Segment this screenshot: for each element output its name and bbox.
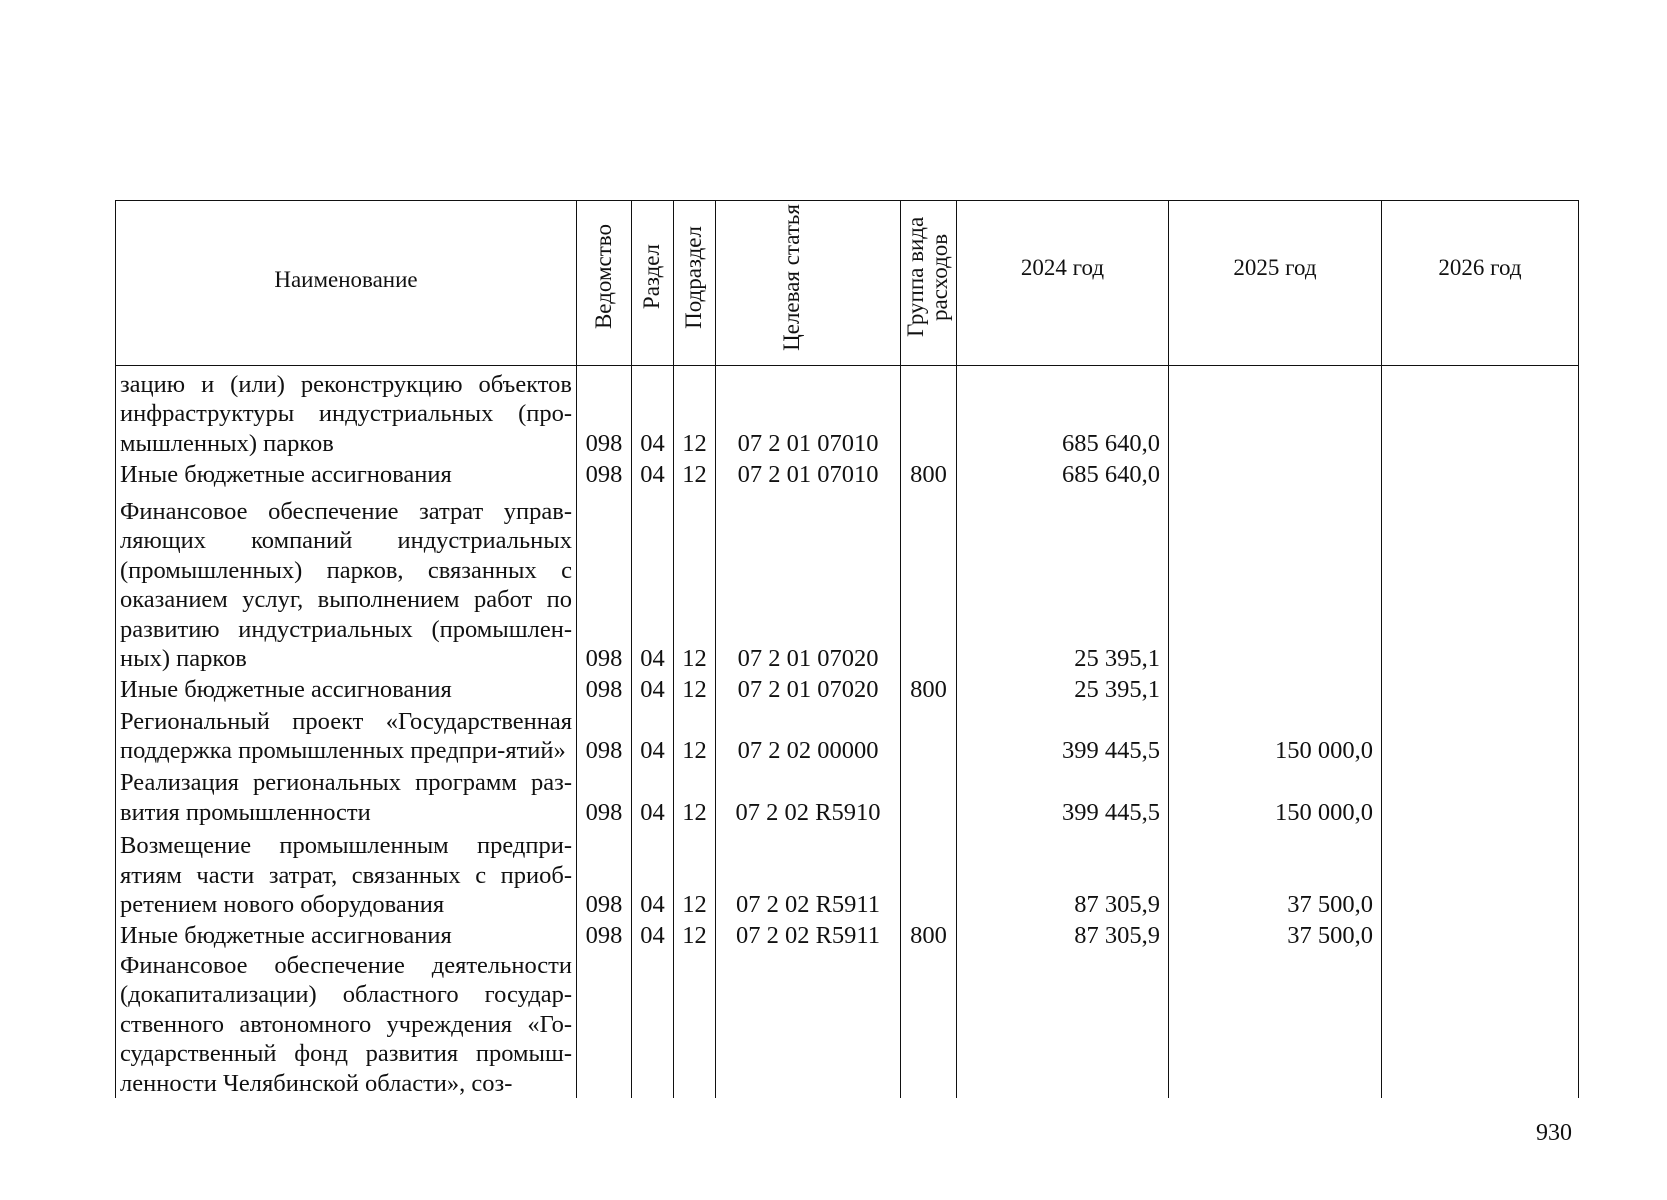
row-vedomstvo: 098: [577, 920, 632, 951]
header-row: [116, 201, 1579, 366]
row-tselevaya: 07 2 02 00000: [716, 704, 901, 766]
header-podrazdel: [674, 201, 716, 366]
row-vedomstvo: 098: [577, 766, 632, 828]
row-gruppa: 800: [901, 674, 957, 705]
row-2025: 37 500,0: [1169, 827, 1382, 919]
row-vedomstvo: 098: [577, 458, 632, 489]
row-gruppa: 800: [901, 458, 957, 489]
row-2025: 150 000,0: [1169, 766, 1382, 828]
header-razdel: [632, 201, 674, 366]
row-name: Иные бюджетные ассигнования: [116, 674, 577, 705]
page-number: 930: [1536, 1120, 1572, 1146]
row-2025: [1169, 458, 1382, 489]
table-row: [116, 827, 1579, 919]
continued-row-name: Финансовое обеспечение деятельности (докапитализации) областного государ-ственного автономного учреждения «Го-сударственный фонд развития промыш-ленности Челябинской области», соз-: [116, 951, 577, 1099]
row-podrazdel: 12: [674, 766, 716, 828]
row-razdel: 04: [632, 458, 674, 489]
row-vedomstvo: 098: [577, 704, 632, 766]
header-name-label: Наименование: [274, 267, 418, 292]
row-name: Иные бюджетные ассигнования: [116, 920, 577, 951]
row-2024: 25 395,1: [957, 674, 1169, 705]
row-podrazdel: 12: [674, 920, 716, 951]
row-2025: 150 000,0: [1169, 704, 1382, 766]
table-row: [116, 920, 1579, 951]
row-podrazdel: 12: [674, 704, 716, 766]
row-vedomstvo: 098: [577, 489, 632, 674]
row-gruppa: 800: [901, 920, 957, 951]
header-vedomstvo: [577, 201, 632, 366]
row-2026: [1382, 366, 1579, 459]
row-2026: [1382, 920, 1579, 951]
header-name: [116, 201, 577, 366]
row-tselevaya: 07 2 02 R5910: [716, 766, 901, 828]
header-vedomstvo-label: Ведомство: [590, 224, 616, 330]
table-row: [116, 489, 1579, 674]
table-body: [116, 366, 1579, 1099]
header-gruppa: [901, 201, 957, 366]
header-2026-label: 2026 год: [1438, 255, 1522, 280]
row-2025: [1169, 366, 1382, 459]
row-name: зацию и (или) реконструкцию объектов инфраструктуры индустриальных (про-мышленных) парков: [116, 366, 577, 459]
row-2024: 685 640,0: [957, 458, 1169, 489]
header-podrazdel-label: Подраздел: [681, 225, 707, 329]
header-2024-label: 2024 год: [1020, 255, 1105, 280]
row-name: Реализация региональных программ раз-вития промышленности: [116, 766, 577, 828]
row-tselevaya: 07 2 02 R5911: [716, 827, 901, 919]
continued-row-vedomstvo: [577, 951, 632, 1099]
row-vedomstvo: 098: [577, 366, 632, 459]
continued-row-2026: [1382, 951, 1579, 1099]
row-name: Финансовое обеспечение затрат управ-ляющих компаний индустриальных (промышленных) парков, связанных с оказанием услуг, выполнением работ по развитию индустриальных (промышлен-ных) парков: [116, 489, 577, 674]
header-tselevaya: [716, 201, 901, 366]
row-2024: 25 395,1: [957, 489, 1169, 674]
header-2024: [957, 201, 1169, 366]
row-podrazdel: 12: [674, 366, 716, 459]
row-vedomstvo: 098: [577, 827, 632, 919]
row-podrazdel: 12: [674, 674, 716, 705]
row-razdel: 04: [632, 366, 674, 459]
header-tselevaya-label: Целевая статья: [779, 203, 804, 351]
budget-table: [115, 200, 1579, 1098]
row-vedomstvo: 098: [577, 674, 632, 705]
row-tselevaya: 07 2 01 07020: [716, 489, 901, 674]
row-2026: [1382, 827, 1579, 919]
continued-row-razdel: [632, 951, 674, 1099]
row-podrazdel: 12: [674, 489, 716, 674]
row-razdel: 04: [632, 704, 674, 766]
row-gruppa: [901, 366, 957, 459]
row-razdel: 04: [632, 674, 674, 705]
header-2026: [1382, 201, 1579, 366]
row-2025: [1169, 489, 1382, 674]
row-razdel: 04: [632, 920, 674, 951]
continued-row-gruppa: [901, 951, 957, 1099]
continued-row-podrazdel: [674, 951, 716, 1099]
row-2024: 399 445,5: [957, 704, 1169, 766]
continued-row-2024: [957, 951, 1169, 1099]
header-2025-label: 2025 год: [1233, 255, 1317, 280]
row-name: Возмещение промышленным предпри-ятиям части затрат, связанных с приоб-ретением нового оборудования: [116, 827, 577, 919]
row-tselevaya: 07 2 01 07020: [716, 674, 901, 705]
row-tselevaya: 07 2 01 07010: [716, 366, 901, 459]
header-razdel-label: Раздел: [639, 244, 665, 310]
row-2026: [1382, 766, 1579, 828]
row-razdel: 04: [632, 827, 674, 919]
table-row: [116, 458, 1579, 489]
row-2024: 87 305,9: [957, 920, 1169, 951]
row-2026: [1382, 704, 1579, 766]
row-2024: 685 640,0: [957, 366, 1169, 459]
header-gruppa-label: Группа вида расходов: [902, 216, 952, 338]
table-row: [116, 674, 1579, 705]
row-2026: [1382, 489, 1579, 674]
table-row: [116, 704, 1579, 766]
row-gruppa: [901, 827, 957, 919]
table-row: [116, 366, 1579, 459]
row-2024: 399 445,5: [957, 766, 1169, 828]
row-razdel: 04: [632, 489, 674, 674]
row-name: Иные бюджетные ассигнования: [116, 458, 577, 489]
row-podrazdel: 12: [674, 827, 716, 919]
continued-row-2025: [1169, 951, 1382, 1099]
row-2025: 37 500,0: [1169, 920, 1382, 951]
row-tselevaya: 07 2 01 07010: [716, 458, 901, 489]
row-2026: [1382, 458, 1579, 489]
row-2024: 87 305,9: [957, 827, 1169, 919]
row-tselevaya: 07 2 02 R5911: [716, 920, 901, 951]
row-razdel: 04: [632, 766, 674, 828]
row-2025: [1169, 674, 1382, 705]
row-gruppa: [901, 766, 957, 828]
table-row: [116, 766, 1579, 828]
row-gruppa: [901, 489, 957, 674]
row-gruppa: [901, 704, 957, 766]
row-name: Региональный проект «Государственная поддержка промышленных предпри-ятий»: [116, 704, 577, 766]
continued-row-tselevaya: [716, 951, 901, 1099]
continued-row: [116, 951, 1579, 1099]
row-podrazdel: 12: [674, 458, 716, 489]
row-2026: [1382, 674, 1579, 705]
header-2025: [1169, 201, 1382, 366]
